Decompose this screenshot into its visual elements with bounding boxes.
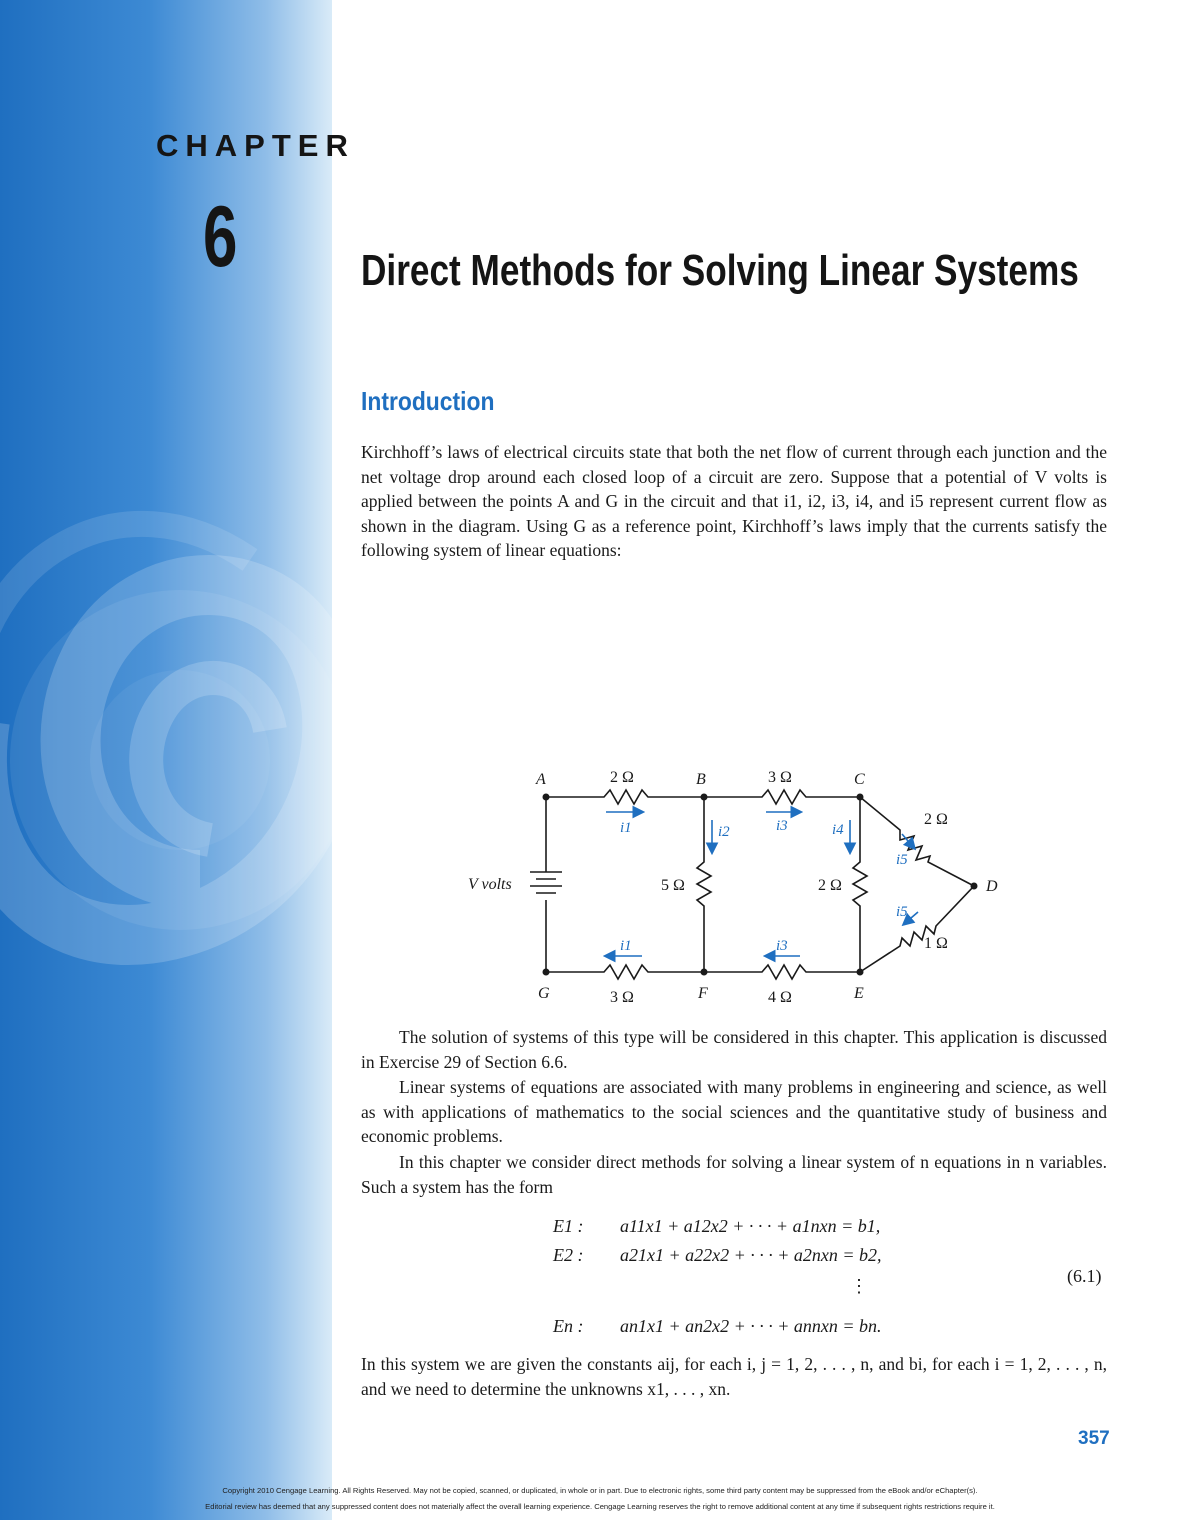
circuit-wires <box>530 790 974 979</box>
current-label: i2 <box>718 824 730 840</box>
current-label: i3 <box>776 818 788 834</box>
node-label: B <box>696 771 706 788</box>
current-label: i4 <box>832 822 844 838</box>
current-label: i1 <box>620 938 632 954</box>
system-row-expression: an1x1 + an2x2 + · · · + annxn = bn. <box>620 1316 882 1336</box>
resistor-label: 2 Ω <box>610 769 634 786</box>
node-label: E <box>854 985 864 1002</box>
system-row-label: E1 : <box>553 1216 584 1236</box>
nautilus-swirl-graphic <box>0 0 332 1520</box>
current-label: i3 <box>776 938 788 954</box>
paragraph-2: The solution of systems of this type will be considered in this chapter. This application is discussed in Exercise 29 of Section 6.6. <box>361 1027 1107 1072</box>
current-label: i5 <box>896 852 908 868</box>
node-label: F <box>698 985 708 1002</box>
paragraph-5: In this system we are given the constants aij, for each i, j = 1, 2, . . . , n, and bi, for each i = 1, 2, . . . , n, and we need to determine the unknowns x1, . . . , xn. <box>361 1354 1107 1399</box>
chapter-number: 6 <box>203 189 238 285</box>
section-heading: Introduction <box>361 386 495 416</box>
copyright-line-1: Copyright 2010 Cengage Learning. All Rights Reserved. May not be copied, scanned, or duplicated, in whole or in part. Due to electronic rights, some third party content may be suppressed from the eBook and/or eChapter(s). <box>222 1486 978 1495</box>
system-row-expression: a21x1 + a22x2 + · · · + a2nxn = b2, <box>620 1245 882 1265</box>
node-label: C <box>854 771 865 788</box>
current-label: i1 <box>620 820 632 836</box>
circuit-diagram <box>440 762 1020 1012</box>
intro-paragraph-1: Kirchhoff’s laws of electrical circuits state that both the net flow of current through each junction and the net voltage drop around each closed loop of a circuit are zero. Suppose that a potential of V volts is applied between the points A and G in the circuit and that i1, i2, i3, i4, and i5 represent current flow as shown in the diagram. Using G as a reference point, Kirchhoff’s laws imply that the currents satisfy the following system of linear equations: <box>361 442 1107 560</box>
chapter-sidebar <box>0 0 332 1520</box>
paragraph-4: In this chapter we consider direct methods for solving a linear system of n equations in n variables. Such a system has the form <box>361 1152 1107 1197</box>
chapter-label: CHAPTER <box>156 128 355 163</box>
node-label: G <box>538 985 550 1002</box>
resistor-label: 4 Ω <box>768 989 792 1006</box>
resistor-label: 2 Ω <box>818 877 842 894</box>
resistor-label: 5 Ω <box>661 877 685 894</box>
paragraph-3: Linear systems of equations are associated with many problems in engineering and science, as well as with applications of mathematics to the social sciences and the quantitative study of business and economic problems. <box>361 1077 1107 1146</box>
copyright-line-2: Editorial review has deemed that any suppressed content does not materially affect the overall learning experience. Cengage Learning reserves the right to remove additional content at any time if subsequent rights restrictions require it. <box>205 1502 995 1511</box>
resistor-label: 1 Ω <box>924 935 948 952</box>
system-row-label: E2 : <box>553 1245 584 1265</box>
resistor-label: 3 Ω <box>768 769 792 786</box>
resistor-label: 2 Ω <box>924 811 948 828</box>
system-row-expression: a11x1 + a12x2 + · · · + a1nxn = b1, <box>620 1216 881 1236</box>
voltage-source-label: V volts <box>468 876 512 893</box>
node-label: A <box>536 771 546 788</box>
current-label: i5 <box>896 904 908 920</box>
circuit-nodes <box>543 794 978 976</box>
equation-number: (6.1) <box>1067 1266 1102 1286</box>
current-arrows <box>606 812 918 956</box>
page-number: 357 <box>1078 1428 1110 1449</box>
resistor-label: 3 Ω <box>610 989 634 1006</box>
node-label: D <box>986 878 998 895</box>
chapter-title: Direct Methods for Solving Linear Systems <box>361 246 1079 295</box>
system-vertical-ellipsis: ⋮ <box>850 1276 868 1296</box>
system-row-label: En : <box>553 1316 584 1336</box>
